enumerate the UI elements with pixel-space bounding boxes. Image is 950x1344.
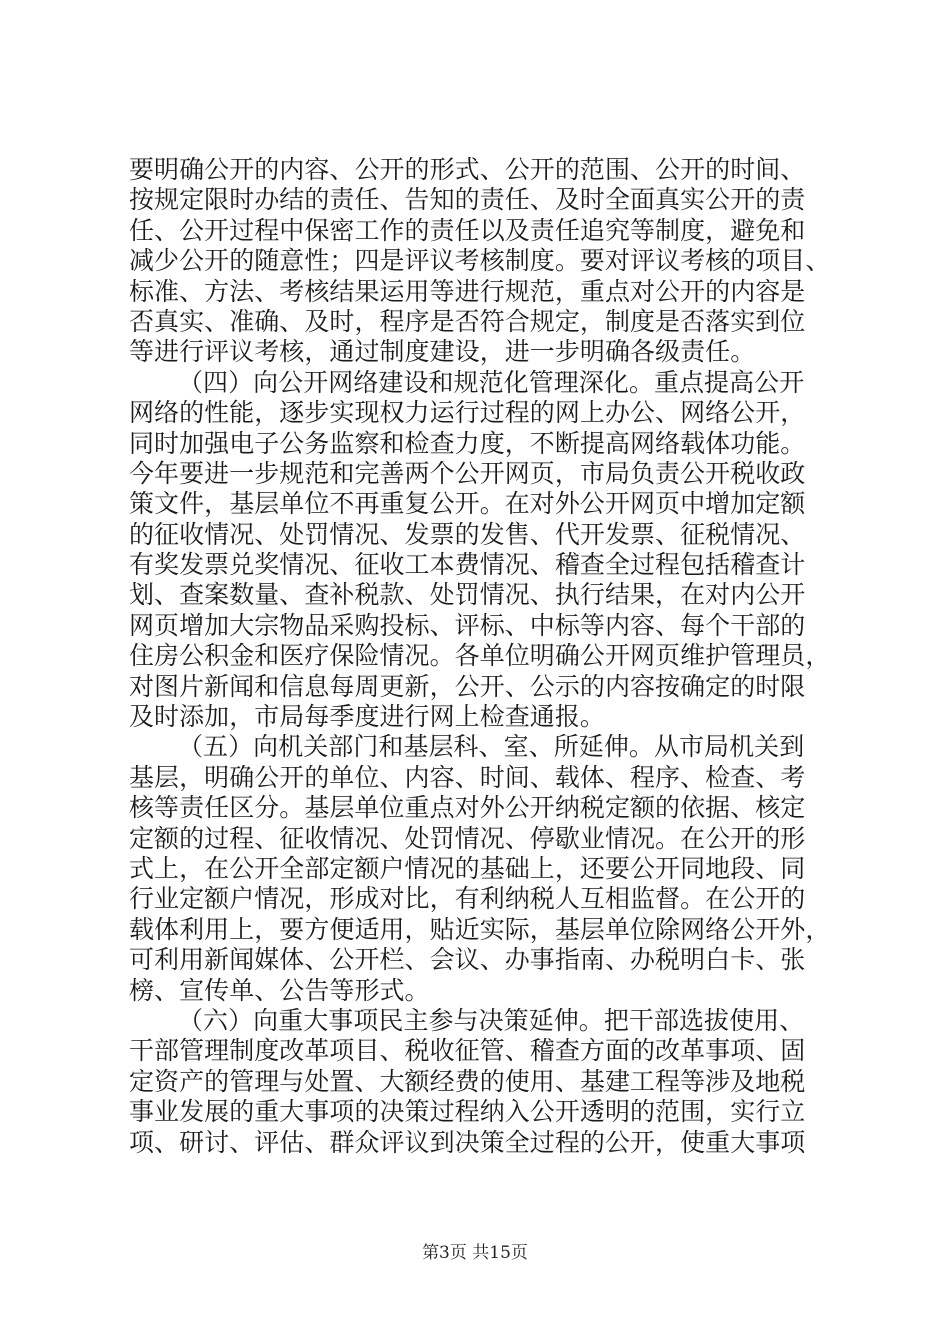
text-line: 基层，明确公开的单位、内容、时间、载体、程序、检查、考 — [129, 762, 806, 792]
text-line: 按规定限时办结的责任、告知的责任、及时全面真实公开的责 — [129, 185, 806, 215]
text-line: 榜、宣传单、公告等形式。 — [129, 975, 430, 1005]
text-line: 的征收情况、处罚情况、发票的发售、代开发票、征税情况、 — [129, 519, 806, 549]
text-line: 任、公开过程中保密工作的责任以及责任追究等制度，避免和 — [129, 215, 806, 245]
page-footer: 第3页 共15页 — [422, 1243, 528, 1263]
text-line: 住房公积金和医疗保险情况。各单位明确公开网页维护管理员， — [129, 641, 831, 671]
text-line: 今年要进一步规范和完善两个公开网页，市局负责公开税收政 — [129, 458, 806, 488]
text-line: 网络的性能，逐步实现权力运行过程的网上办公、网络公开， — [129, 398, 806, 428]
text-line: 核等责任区分。基层单位重点对外公开纳税定额的依据、核定 — [129, 793, 806, 823]
text-line: 要明确公开的内容、公开的形式、公开的范围、公开的时间、 — [129, 155, 806, 184]
text-line: 事业发展的重大事项的决策过程纳入公开透明的范围，实行立 — [129, 1097, 806, 1127]
text-line: 策文件，基层单位不再重复公开。在对外公开网页中增加定额 — [129, 489, 806, 519]
section-heading-line: （四）向公开网络建设和规范化管理深化。重点提高公开 — [178, 367, 805, 397]
text-line: 同时加强电子公务监察和检查力度，不断提高网络载体功能。 — [129, 428, 806, 458]
text-line: 等进行评议考核，通过制度建设，进一步明确各级责任。 — [129, 337, 756, 367]
text-line: 载体利用上，要方便适用，贴近实际，基层单位除网络公开外， — [129, 914, 831, 944]
text-line: 网页增加大宗物品采购投标、评标、中标等内容、每个干部的 — [129, 610, 806, 640]
text-line: 标准、方法、考核结果运用等进行规范，重点对公开的内容是 — [129, 276, 806, 306]
text-line: 减少公开的随意性；四是评议考核制度。要对评议考核的项目、 — [129, 246, 831, 276]
text-line: 划、查案数量、查补税款、处罚情况、执行结果，在对内公开 — [129, 580, 806, 610]
body-text — [129, 155, 829, 1158]
text-line: 项、研讨、评估、群众评议到决策全过程的公开，使重大事项 — [129, 1127, 806, 1157]
section-heading-line: （五）向机关部门和基层科、室、所延伸。从市局机关到 — [178, 732, 805, 762]
text-line: 式上，在公开全部定额户情况的基础上，还要公开同地段、同 — [129, 853, 806, 883]
text-line: 定资产的管理与处置、大额经费的使用、基建工程等涉及地税 — [129, 1066, 806, 1096]
text-line: 对图片新闻和信息每周更新，公开、公示的内容按确定的时限 — [129, 671, 806, 701]
section-heading-line: （六）向重大事项民主参与决策延伸。把干部选拔使用、 — [178, 1005, 805, 1035]
text-line: 干部管理制度改革项目、税收征管、稽查方面的改革事项、固 — [129, 1036, 806, 1066]
text-line: 定额的过程、征收情况、处罚情况、停歇业情况。在公开的形 — [129, 823, 806, 853]
text-line: 可利用新闻媒体、公开栏、会议、办事指南、办税明白卡、张 — [129, 945, 806, 975]
text-line: 有奖发票兑奖情况、征收工本费情况、稽查全过程包括稽查计 — [129, 550, 806, 580]
text-line: 否真实、准确、及时，程序是否符合规定，制度是否落实到位 — [129, 306, 806, 336]
text-line: 及时添加，市局每季度进行网上检查通报。 — [129, 702, 605, 732]
text-line: 行业定额户情况，形成对比，有利纳税人互相监督。在公开的 — [129, 884, 806, 914]
